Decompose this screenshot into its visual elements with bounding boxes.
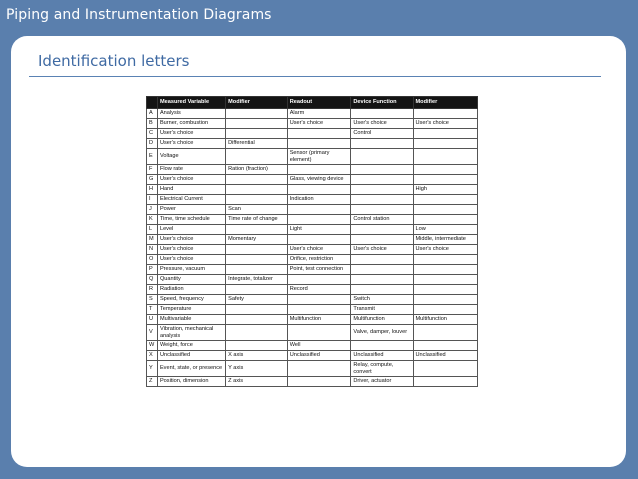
cell-device-function [351, 175, 413, 185]
cell-measured-variable: User's choice [157, 129, 225, 139]
cell-modifier: Differential [226, 139, 288, 149]
cell-letter: C [147, 129, 158, 139]
cell-device-function [351, 255, 413, 265]
cell-readout [287, 377, 351, 387]
cell-modifier-2 [413, 305, 477, 315]
cell-device-function [351, 139, 413, 149]
cell-device-function: Transmit [351, 305, 413, 315]
cell-measured-variable: Flow rate [157, 165, 225, 175]
cell-modifier-2 [413, 139, 477, 149]
cell-letter: K [147, 215, 158, 225]
cell-readout [287, 361, 351, 377]
cell-device-function: Switch [351, 295, 413, 305]
cell-measured-variable: User's choice [157, 235, 225, 245]
cell-measured-variable: Hand [157, 185, 225, 195]
cell-readout [287, 165, 351, 175]
cell-readout: User's choice [287, 119, 351, 129]
cell-modifier: X axis [226, 351, 288, 361]
table-row [147, 129, 478, 139]
header-readout: Readout [287, 97, 351, 109]
cell-letter: I [147, 195, 158, 205]
cell-measured-variable: Electrical Current [157, 195, 225, 205]
cell-device-function: User's choice [351, 119, 413, 129]
cell-readout: Multifunction [287, 315, 351, 325]
cell-measured-variable: Quantity [157, 275, 225, 285]
cell-readout: Alarm [287, 109, 351, 119]
cell-letter: X [147, 351, 158, 361]
cell-letter: N [147, 245, 158, 255]
cell-measured-variable: Unclassified [157, 351, 225, 361]
cell-measured-variable: Voltage [157, 149, 225, 165]
cell-modifier: Safety [226, 295, 288, 305]
cell-modifier [226, 255, 288, 265]
cell-modifier-2 [413, 149, 477, 165]
cell-modifier-2 [413, 195, 477, 205]
cell-readout [287, 215, 351, 225]
cell-measured-variable: Position, dimension [157, 377, 225, 387]
cell-modifier-2 [413, 377, 477, 387]
cell-device-function: User's choice [351, 245, 413, 255]
table-body [147, 109, 478, 387]
cell-readout [287, 139, 351, 149]
cell-modifier: Z axis [226, 377, 288, 387]
cell-letter: Y [147, 361, 158, 377]
slide-subtitle: Identification letters [38, 52, 190, 70]
table-row [147, 119, 478, 129]
header-measured-variable: Measured Variable [157, 97, 225, 109]
table-row [147, 149, 478, 165]
cell-measured-variable: User's choice [157, 175, 225, 185]
cell-device-function [351, 225, 413, 235]
cell-letter: P [147, 265, 158, 275]
cell-modifier: Integrate, totalizer [226, 275, 288, 285]
cell-readout: Point, test connection [287, 265, 351, 275]
cell-measured-variable: Weight, force [157, 341, 225, 351]
cell-readout: Well [287, 341, 351, 351]
table-row [147, 175, 478, 185]
cell-letter: H [147, 185, 158, 195]
table-row [147, 377, 478, 387]
cell-measured-variable: Level [157, 225, 225, 235]
cell-device-function [351, 265, 413, 275]
cell-modifier-2 [413, 255, 477, 265]
cell-modifier [226, 175, 288, 185]
cell-device-function: Driver, actuator [351, 377, 413, 387]
cell-letter: G [147, 175, 158, 185]
cell-modifier [226, 225, 288, 235]
cell-letter: S [147, 295, 158, 305]
cell-letter: E [147, 149, 158, 165]
table-row [147, 109, 478, 119]
cell-modifier [226, 109, 288, 119]
identification-letters-table-wrapper [146, 96, 478, 387]
slide-title: Piping and Instrumentation Diagrams [6, 7, 272, 23]
cell-letter: R [147, 285, 158, 295]
cell-readout [287, 185, 351, 195]
cell-readout [287, 129, 351, 139]
cell-device-function [351, 341, 413, 351]
table-row [147, 325, 478, 341]
header-modifier-2: Modifier [413, 97, 477, 109]
cell-device-function: Unclassified [351, 351, 413, 361]
cell-modifier [226, 305, 288, 315]
table-row [147, 185, 478, 195]
cell-readout [287, 295, 351, 305]
cell-device-function: Control [351, 129, 413, 139]
table-row [147, 205, 478, 215]
cell-readout: Unclassified [287, 351, 351, 361]
table-row [147, 139, 478, 149]
table-row [147, 245, 478, 255]
table-row [147, 275, 478, 285]
cell-measured-variable: Temperature [157, 305, 225, 315]
cell-modifier-2 [413, 341, 477, 351]
cell-device-function [351, 149, 413, 165]
cell-modifier-2: High [413, 185, 477, 195]
cell-modifier-2 [413, 285, 477, 295]
table-row [147, 305, 478, 315]
cell-modifier-2 [413, 361, 477, 377]
title-divider [29, 76, 601, 77]
cell-modifier-2 [413, 265, 477, 275]
header-modifier: Modifier [226, 97, 288, 109]
cell-readout [287, 305, 351, 315]
cell-device-function [351, 235, 413, 245]
cell-device-function: Valve, damper, louver [351, 325, 413, 341]
cell-modifier: Time rate of change [226, 215, 288, 225]
cell-readout: Indication [287, 195, 351, 205]
cell-modifier-2: Unclassified [413, 351, 477, 361]
cell-modifier: Scan [226, 205, 288, 215]
cell-measured-variable: Burner, combustion [157, 119, 225, 129]
cell-letter: Q [147, 275, 158, 285]
table-header-row [147, 97, 478, 109]
cell-modifier [226, 285, 288, 295]
cell-modifier: Y axis [226, 361, 288, 377]
table-row [147, 265, 478, 275]
cell-measured-variable: Power [157, 205, 225, 215]
cell-modifier-2: Middle, intermediate [413, 235, 477, 245]
content-card [11, 36, 626, 467]
cell-device-function [351, 185, 413, 195]
cell-letter: B [147, 119, 158, 129]
cell-modifier [226, 149, 288, 165]
cell-modifier-2 [413, 165, 477, 175]
table-row [147, 255, 478, 265]
cell-measured-variable: User's choice [157, 139, 225, 149]
table-row [147, 351, 478, 361]
cell-modifier [226, 129, 288, 139]
cell-modifier-2 [413, 325, 477, 341]
table-row [147, 215, 478, 225]
cell-letter: V [147, 325, 158, 341]
table-row [147, 235, 478, 245]
cell-device-function: Relay, compute, convert [351, 361, 413, 377]
table-row [147, 195, 478, 205]
cell-letter: U [147, 315, 158, 325]
cell-measured-variable: Multivariable [157, 315, 225, 325]
cell-measured-variable: Pressure, vacuum [157, 265, 225, 275]
cell-readout: Sensor (primary element) [287, 149, 351, 165]
cell-modifier-2 [413, 109, 477, 119]
cell-modifier-2: Low [413, 225, 477, 235]
cell-modifier [226, 341, 288, 351]
cell-readout: Glass, viewing device [287, 175, 351, 185]
header-device-function: Device Function [351, 97, 413, 109]
cell-modifier: Ration (fraction) [226, 165, 288, 175]
table-row [147, 295, 478, 305]
cell-modifier-2: User's choice [413, 245, 477, 255]
cell-measured-variable: Vibration, mechanical analysis [157, 325, 225, 341]
cell-device-function: Control station [351, 215, 413, 225]
cell-device-function [351, 109, 413, 119]
cell-readout [287, 205, 351, 215]
cell-readout: Record [287, 285, 351, 295]
cell-measured-variable: Analysis [157, 109, 225, 119]
cell-measured-variable: Speed, frequency [157, 295, 225, 305]
cell-measured-variable: Radiation [157, 285, 225, 295]
cell-modifier [226, 185, 288, 195]
cell-readout [287, 275, 351, 285]
cell-letter: J [147, 205, 158, 215]
cell-device-function [351, 275, 413, 285]
cell-modifier-2: Multifunction [413, 315, 477, 325]
cell-device-function [351, 285, 413, 295]
cell-letter: O [147, 255, 158, 265]
cell-modifier [226, 265, 288, 275]
cell-readout: Light [287, 225, 351, 235]
identification-letters-table [146, 96, 478, 387]
cell-modifier [226, 195, 288, 205]
cell-device-function [351, 195, 413, 205]
cell-modifier [226, 119, 288, 129]
cell-modifier-2 [413, 175, 477, 185]
cell-readout: Orifice, restriction [287, 255, 351, 265]
cell-letter: Z [147, 377, 158, 387]
cell-device-function [351, 165, 413, 175]
cell-letter: D [147, 139, 158, 149]
cell-letter: A [147, 109, 158, 119]
header-letter [147, 97, 158, 109]
cell-modifier-2 [413, 215, 477, 225]
table-row [147, 165, 478, 175]
table-row [147, 315, 478, 325]
cell-modifier-2: User's choice [413, 119, 477, 129]
cell-measured-variable: Time, time schedule [157, 215, 225, 225]
cell-modifier [226, 245, 288, 255]
cell-modifier-2 [413, 129, 477, 139]
cell-letter: W [147, 341, 158, 351]
cell-device-function: Multifunction [351, 315, 413, 325]
cell-readout [287, 235, 351, 245]
cell-device-function [351, 205, 413, 215]
table-row [147, 225, 478, 235]
cell-modifier [226, 325, 288, 341]
table-row [147, 285, 478, 295]
cell-readout: User's choice [287, 245, 351, 255]
cell-modifier-2 [413, 205, 477, 215]
cell-letter: L [147, 225, 158, 235]
cell-measured-variable: User's choice [157, 255, 225, 265]
cell-measured-variable: Event, state, or presence [157, 361, 225, 377]
cell-readout [287, 325, 351, 341]
cell-measured-variable: User's choice [157, 245, 225, 255]
table-row [147, 361, 478, 377]
cell-letter: M [147, 235, 158, 245]
cell-modifier: Momentary [226, 235, 288, 245]
cell-modifier-2 [413, 295, 477, 305]
cell-modifier [226, 315, 288, 325]
cell-letter: T [147, 305, 158, 315]
cell-letter: F [147, 165, 158, 175]
cell-modifier-2 [413, 275, 477, 285]
table-row [147, 341, 478, 351]
